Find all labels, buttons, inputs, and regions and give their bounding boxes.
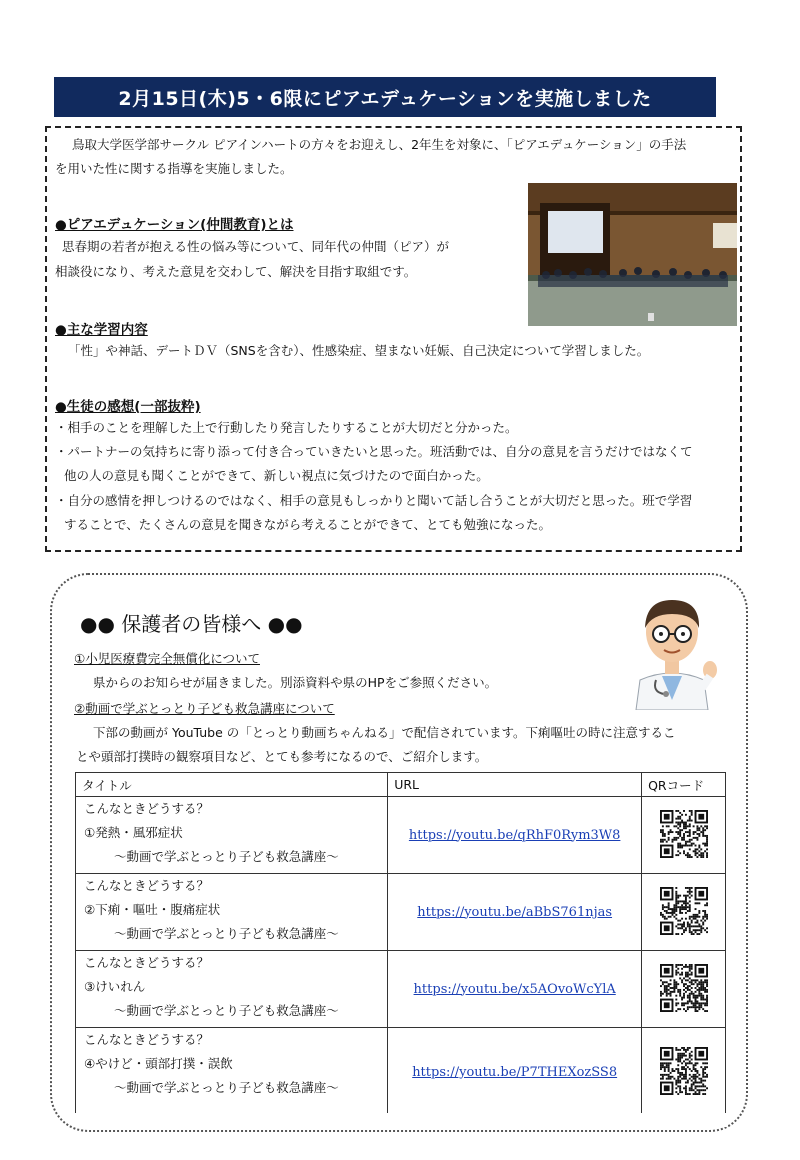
learning-content-heading: ●主な学習内容 (55, 322, 148, 338)
qr-code-cell (642, 951, 726, 1028)
table-row (76, 874, 726, 951)
video-title-line: こんなときどうする？ (84, 801, 210, 816)
video-title-line: こんなときどうする？ (84, 1032, 210, 1047)
header-qr: QRコード (642, 773, 726, 797)
video-title-topic: ①発熱・風邪症状 (84, 825, 183, 840)
impression-line-3: 他の人の意見も聞くことができて、新しい視点に気づけたので面白かった。 (64, 468, 489, 483)
table-header-row (76, 773, 726, 797)
table-row (76, 951, 726, 1028)
header-title: タイトル (76, 773, 388, 797)
video-url-link[interactable]: https://youtu.be/x5AOvoWcYlA (413, 981, 616, 997)
emergency-course-text-1: 下部の動画が YouTube の「とっとり動画ちゃんねる」で配信されています。下痢嘔吐の時に注意するこ (93, 725, 676, 740)
video-title-series: ～動画で学ぶとっとり子ども救急講座～ (114, 849, 339, 864)
video-table (75, 772, 726, 1118)
video-url-cell[interactable] (388, 951, 642, 1028)
qr-code-cell (642, 1028, 726, 1118)
peer-education-heading: ●ピアエデュケーション(仲間教育)とは (55, 217, 294, 233)
impression-line-4: ・自分の感情を押しつけるのではなく、相手の意見もしっかりと聞いて話し合うことが大切だと思った。班で学習 (55, 493, 693, 508)
video-url-cell[interactable] (388, 1028, 642, 1118)
table-row (76, 797, 726, 874)
header-url: URL (388, 773, 642, 797)
guardians-heading: ●● 保護者の皆様へ ●● (80, 612, 303, 636)
table-bottom-mask (74, 1113, 728, 1127)
qr-code-icon (660, 1047, 708, 1095)
video-title-line: こんなときどうする？ (84, 955, 210, 970)
video-title-line: こんなときどうする？ (84, 878, 210, 893)
video-title-cell (76, 1028, 388, 1118)
video-title-series: ～動画で学ぶとっとり子ども救急講座～ (114, 926, 339, 941)
video-title-topic: ③けいれん (84, 979, 146, 994)
emergency-course-text-2: とや頭部打撲時の観察項目など、とても参考になるので、ご紹介します。 (76, 749, 488, 764)
video-title-topic: ④やけど・頭部打撲・誤飲 (84, 1056, 233, 1071)
qr-code-cell (642, 874, 726, 951)
intro-line-2: を用いた性に関する指導を実施しました。 (55, 161, 293, 176)
emergency-course-heading: ②動画で学ぶとっとり子ども救急講座について (74, 701, 335, 716)
impression-line-1: ・相手のことを理解した上で行動したり発言したりすることが大切だと分かった。 (55, 420, 518, 435)
classroom-photo (528, 183, 737, 326)
impression-line-5: することで、たくさんの意見を聞きながら考えることができて、とても勉強になった。 (64, 517, 552, 532)
doctor-illustration (622, 588, 722, 710)
learning-content-text: 「性」や神話、デートＤＶ（SNSを含む）、性感染症、望まない妊娠、自己決定について学習しました。 (68, 343, 650, 358)
video-title-series: ～動画で学ぶとっとり子ども救急講座～ (114, 1003, 339, 1018)
video-title-topic: ②下痢・嘔吐・腹痛症状 (84, 902, 221, 917)
video-url-link[interactable]: https://youtu.be/aBbS761njas (417, 904, 613, 920)
video-url-link[interactable]: https://youtu.be/qRhF0Rym3W8 (408, 827, 621, 843)
medical-subsidy-heading: ①小児医療費完全無償化について (74, 651, 260, 666)
video-title-cell (76, 951, 388, 1028)
video-url-cell[interactable] (388, 874, 642, 951)
qr-code-icon (660, 887, 708, 935)
video-url-cell[interactable] (388, 797, 642, 874)
qr-code-icon (660, 964, 708, 1012)
impression-line-2: ・パートナーの気持ちに寄り添って付き合っていきたいと思った。班活動では、自分の意見を言うだけではなくて (55, 444, 693, 459)
table-row (76, 1028, 726, 1118)
peer-education-text-2: 相談役になり、考えた意見を交わして、解決を目指す取組です。 (55, 264, 417, 279)
impressions-heading: ●生徒の感想(一部抜粋) (55, 399, 201, 415)
peer-education-text-1: 思春期の若者が抱える性の悩み等について、同年代の仲間（ピア）が (62, 239, 450, 254)
intro-line-1: 鳥取大学医学部サークル ピアインハートの方々をお迎えし、2年生を対象に、「ピアエデュケーション」の手法 (72, 137, 687, 152)
qr-code-cell (642, 797, 726, 874)
video-title-series: ～動画で学ぶとっとり子ども救急講座～ (114, 1080, 339, 1095)
video-title-cell (76, 874, 388, 951)
video-title-cell (76, 797, 388, 874)
video-url-link[interactable]: https://youtu.be/P7THEXozSS8 (412, 1065, 618, 1080)
medical-subsidy-text: 県からのお知らせが届きました。別添資料や県のHPをご参照ください。 (93, 675, 498, 690)
qr-code-icon (660, 810, 708, 858)
page-title-banner: 2月15日(木)5・6限にピアエデュケーションを実施しました (54, 77, 716, 117)
